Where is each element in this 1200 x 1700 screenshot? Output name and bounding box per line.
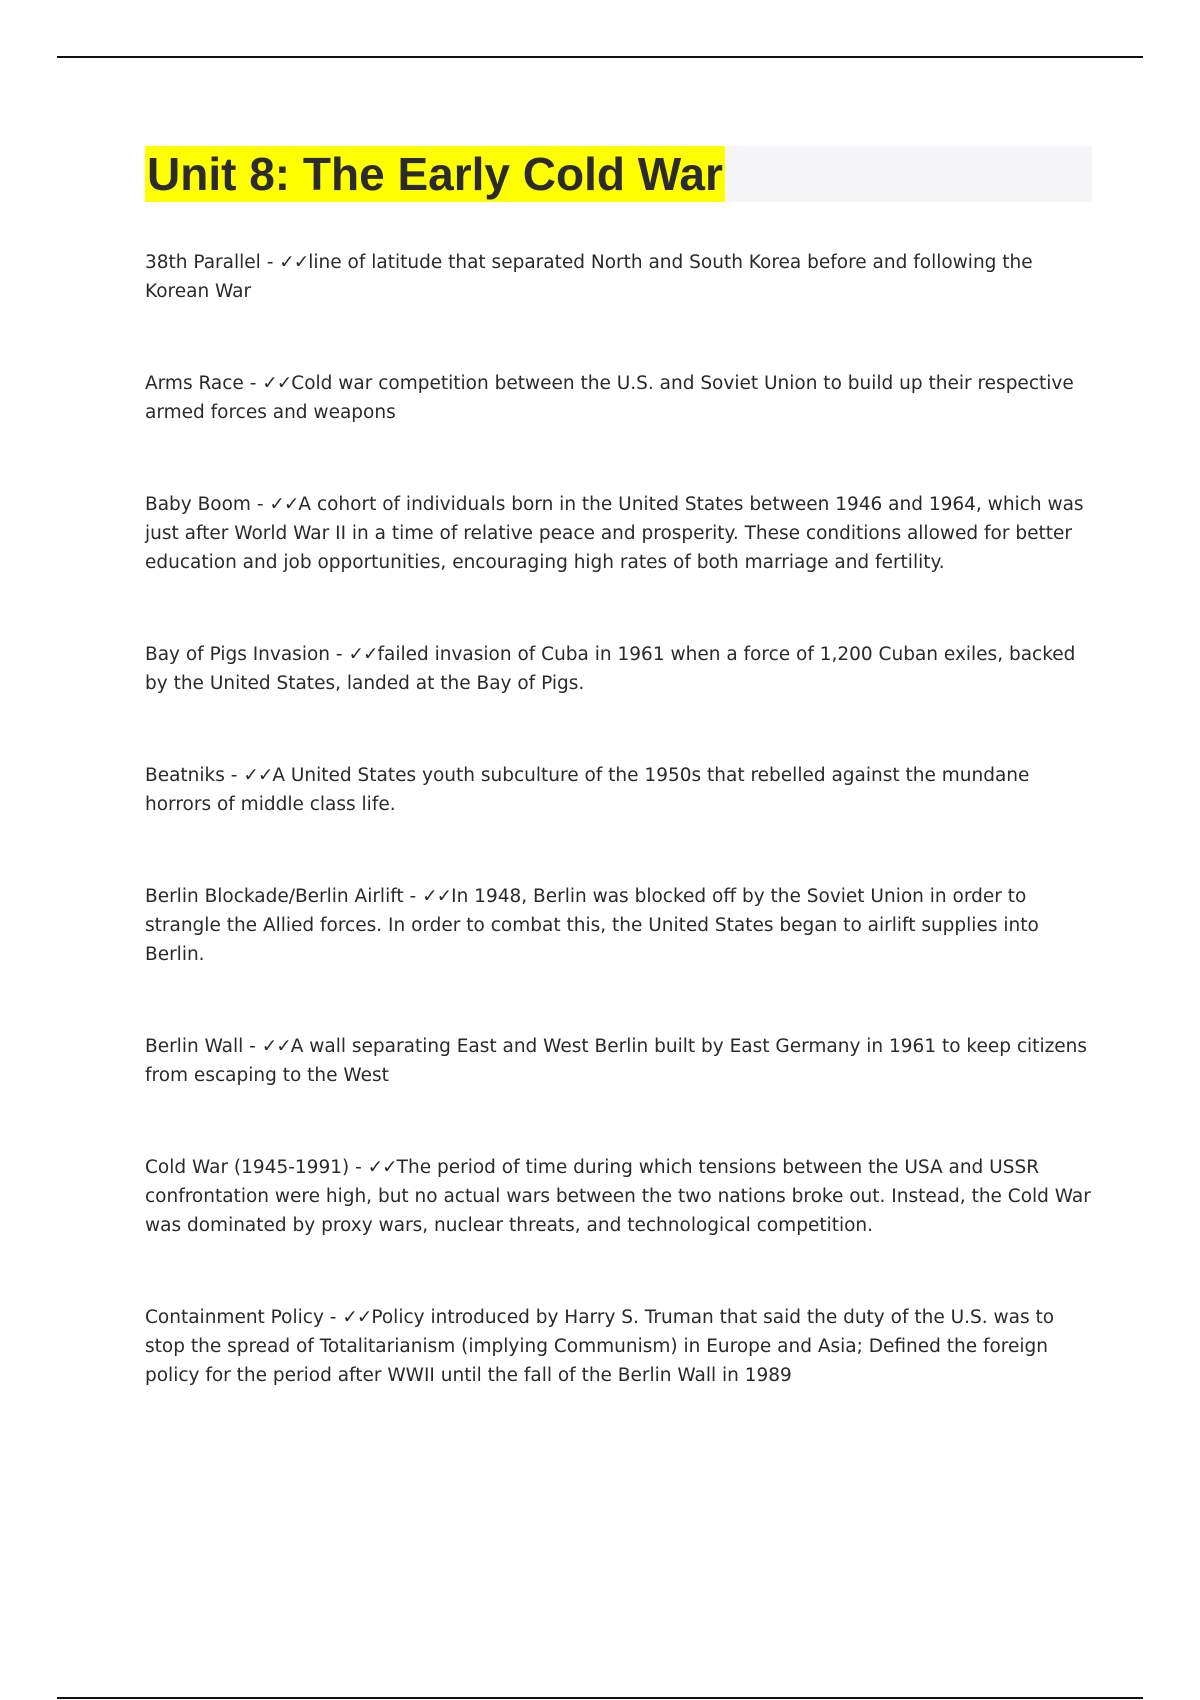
entry-separator: - xyxy=(330,644,349,665)
glossary-entry xyxy=(145,1032,1095,1090)
entry-definition: Policy introduced by Harry S. Truman that said the duty of the U.S. was to stop the spread of Totalitarianism (implying Communism) in Europe and Asia; Defined the foreign policy for the period after WWII until the fall of the Berlin Wall in 1989 xyxy=(145,1307,1055,1386)
entry-separator: - xyxy=(349,1157,368,1178)
entry-definition: line of latitude that separated North and South Korea before and following the Korean War xyxy=(145,252,1033,302)
entry-separator: - xyxy=(243,373,263,394)
entry-term: Containment Policy xyxy=(145,1307,324,1328)
glossary-entry xyxy=(145,761,1095,819)
check-marks-icon: ✓✓ xyxy=(348,644,378,665)
entry-definition: A cohort of individuals born in the United States between 1946 and 1964, which was just after World War II in a time of relative peace and prosperity. These conditions allowed for better education and job opportunities, encouraging high rates of both marriage and fertility. xyxy=(145,494,1084,573)
glossary-entry xyxy=(145,640,1095,698)
entry-definition: In 1948, Berlin was blocked off by the Soviet Union in order to strangle the Allied forces. In order to combat this, the United States began to airlift supplies into Berlin. xyxy=(145,886,1039,965)
check-marks-icon: ✓✓ xyxy=(243,765,273,786)
glossary-entry xyxy=(145,248,1095,306)
entry-definition: The period of time during which tensions between the USA and USSR confrontation were high, but no actual wars between the two nations broke out. Instead, the Cold War was dominated by proxy wars, nuclear threats, and technological competition. xyxy=(145,1157,1091,1236)
bottom-rule xyxy=(57,1697,1143,1699)
entry-term: Baby Boom xyxy=(145,494,251,515)
entry-separator: - xyxy=(224,765,244,786)
entry-separator: - xyxy=(250,494,270,515)
glossary-list xyxy=(145,248,1095,1453)
entry-separator: - xyxy=(243,1036,262,1057)
check-marks-icon: ✓✓ xyxy=(367,1157,397,1178)
entry-definition: Cold war competition between the U.S. and Soviet Union to build up their respective armed forces and weapons xyxy=(145,373,1074,423)
entry-definition: A wall separating East and West Berlin built by East Germany in 1961 to keep citizens from escaping to the West xyxy=(145,1036,1088,1086)
entry-term: Berlin Blockade/Berlin Airlift xyxy=(145,886,404,907)
entry-term: Berlin Wall xyxy=(145,1036,244,1057)
check-marks-icon: ✓✓ xyxy=(342,1307,372,1328)
entry-term: 38th Parallel xyxy=(145,252,261,273)
check-marks-icon: ✓✓ xyxy=(279,252,309,273)
entry-term: Bay of Pigs Invasion xyxy=(145,644,331,665)
check-marks-icon: ✓✓ xyxy=(261,1036,291,1057)
entry-term: Cold War (1945-1991) xyxy=(145,1157,350,1178)
glossary-entry xyxy=(145,490,1095,577)
entry-term: Beatniks xyxy=(145,765,225,786)
check-marks-icon: ✓✓ xyxy=(269,494,299,515)
check-marks-icon: ✓✓ xyxy=(262,373,292,394)
glossary-entry xyxy=(145,369,1095,427)
entry-definition: A United States youth subculture of the 1950s that rebelled against the mundane horrors of middle class life. xyxy=(145,765,1030,815)
glossary-entry xyxy=(145,1303,1095,1390)
entry-definition: failed invasion of Cuba in 1961 when a force of 1,200 Cuban exiles, backed by the United States, landed at the Bay of Pigs. xyxy=(145,644,1076,694)
entry-term: Arms Race xyxy=(145,373,244,394)
glossary-entry xyxy=(145,1153,1095,1240)
entry-separator: - xyxy=(403,886,423,907)
entry-separator: - xyxy=(260,252,280,273)
page-title: Unit 8: The Early Cold War xyxy=(147,148,723,200)
check-marks-icon: ✓✓ xyxy=(422,886,452,907)
top-rule xyxy=(57,56,1143,58)
entry-separator: - xyxy=(323,1307,343,1328)
glossary-entry xyxy=(145,882,1095,969)
